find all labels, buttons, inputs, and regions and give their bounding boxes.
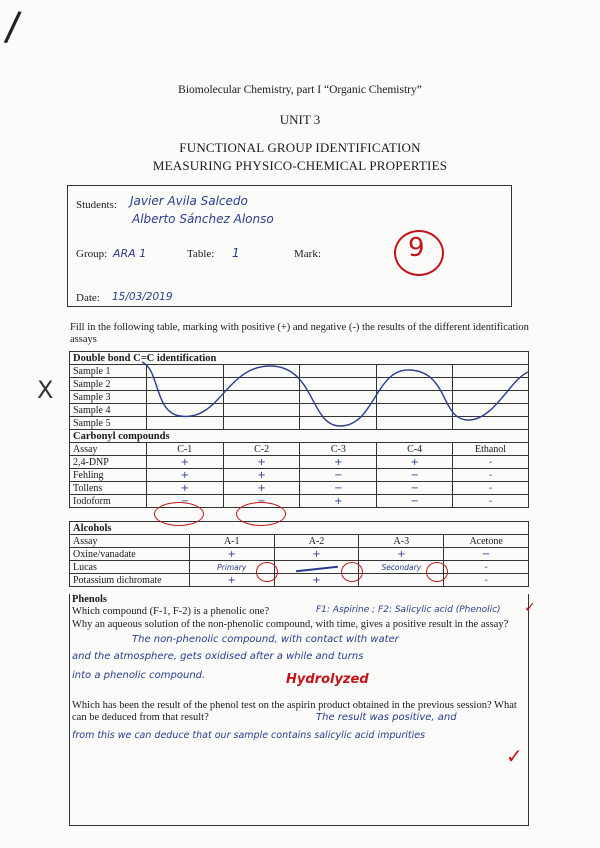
date-value: 15/03/2019 [112,291,173,303]
assay-label: Fehling [70,469,147,482]
red-circle-mark [236,502,286,526]
result-cell: − [377,469,453,482]
course-title: Biomolecular Chemistry, part I “Organic Chemistry” [178,84,422,96]
assay-label: Iodoform [70,495,147,508]
column-header: A-1 [189,535,274,548]
result-cell: + [274,548,359,561]
assay-label: 2,4-DNP [70,456,147,469]
result-cell: − [444,548,529,561]
result-cell: Primary [189,561,274,574]
result-cell: Secondary [359,561,444,574]
alcohols-heading: Alcohols [70,522,529,535]
student-name-1: Javier Avila Salcedo [130,194,248,208]
table-row [70,482,529,495]
sample-row-label: Sample 4 [70,404,147,417]
check-mark: ✓ [506,744,523,768]
phenols-section [69,594,536,826]
result-cell: + [223,482,300,495]
question-1: Which compound (F-1, F-2) is a phenolic one? [72,606,270,617]
result-cell: + [359,548,444,561]
column-header: Ethanol [453,443,529,456]
sample-row-label: Sample 2 [70,378,147,391]
column-header: A-3 [359,535,444,548]
result-cell: − [377,495,453,508]
cross-mark: X [37,376,54,404]
result-cell: − [300,469,377,482]
group-value: ARA 1 [113,247,147,260]
result-cell: + [300,495,377,508]
date-label: Date: [76,292,100,304]
answer-3-line-2: from this we can deduce that our sample contains salicylic acid impurities [72,730,426,741]
sample-row-label: Sample 3 [70,391,147,404]
answer-3-line-1: The result was positive, and [316,712,457,723]
question-3: Which has been the result of the phenol test on the aspirin product obtained in the previous session? What can be deduced from that result? [72,700,517,723]
check-mark: ✓ [524,600,536,616]
table-row [70,495,529,508]
column-header: C-3 [300,443,377,456]
red-circle-mark [256,562,278,582]
sample-row-label: Sample 1 [70,365,147,378]
answer-2-line-2: and the atmosphere, gets oxidised after a while and turns [72,651,364,662]
result-cell: − [300,482,377,495]
column-header: Assay [70,443,147,456]
column-header: Assay [70,535,190,548]
result-cell: − [377,482,453,495]
result-cell: + [274,574,359,587]
student-info-box [67,185,512,307]
column-header: C-2 [223,443,300,456]
alcohols-table [69,521,529,587]
result-cell: + [189,574,274,587]
cross-out-wave [140,360,530,430]
correction-note: Hydrolyzed [286,672,369,687]
column-header: A-2 [274,535,359,548]
table-row [70,469,529,482]
red-circle-mark [154,502,204,526]
column-header: Acetone [444,535,529,548]
result-cell: + [146,482,223,495]
result-cell: + [146,456,223,469]
instructions: Fill in the following table, marking with positive (+) and negative (-) the results of the different identification assays [70,322,529,345]
student-name-2: Alberto Sánchez Alonso [132,212,274,226]
result-cell: + [377,456,453,469]
result-cell: - [453,495,529,508]
result-cell: − [146,495,223,508]
result-cell: - [444,574,529,587]
result-cell: - [453,482,529,495]
answer-2-line-3: into a phenolic compound. [72,670,206,681]
result-cell: + [146,469,223,482]
assay-label: Tollens [70,482,147,495]
result-cell: - [453,456,529,469]
result-cell: + [189,548,274,561]
table-row [70,548,529,561]
page-title-line1: FUNCTIONAL GROUP IDENTIFICATION [179,140,421,155]
double-bond-heading: Double bond C=C identification [70,352,529,365]
unit-title: UNIT 3 [279,112,321,127]
red-circle-mark [341,562,363,582]
column-header: C-1 [146,443,223,456]
phenols-heading: Phenols [72,594,108,605]
mark-label: Mark: [294,248,321,260]
result-cell: - [444,561,529,574]
table-row [70,561,529,574]
table-row [70,574,529,587]
result-cell: + [223,456,300,469]
students-label: Students: [76,199,117,211]
column-header: C-4 [377,443,453,456]
result-cell: + [223,469,300,482]
sample-row-label: Sample 5 [70,417,147,430]
answer-1: F1: Aspirine ; F2: Salicylic acid (Phenolic) [316,605,501,615]
result-cell: − [223,495,300,508]
table-row [70,456,529,469]
assay-label: Potassium dichromate [70,574,190,587]
result-cell: + [300,456,377,469]
page-title-line2: MEASURING PHYSICO-CHEMICAL PROPERTIES [152,158,448,173]
margin-slash-mark: / [2,3,23,51]
table-value: 1 [232,246,240,260]
assay-label: Oxine/vanadate [70,548,190,561]
result-cell: - [453,469,529,482]
question-2: Why an aqueous solution of the non-phenolic compound, with time, gives a positive result in the assay? [72,619,509,630]
assay-label: Lucas [70,561,190,574]
mark-value: 9 [408,233,425,263]
carbonyl-heading: Carbonyl compounds [70,430,529,443]
red-circle-mark [426,562,448,582]
answer-2-line-1: The non-phenolic compound, with contact with water [132,634,399,645]
group-label: Group: [76,248,108,260]
table-label: Table: [187,248,215,260]
